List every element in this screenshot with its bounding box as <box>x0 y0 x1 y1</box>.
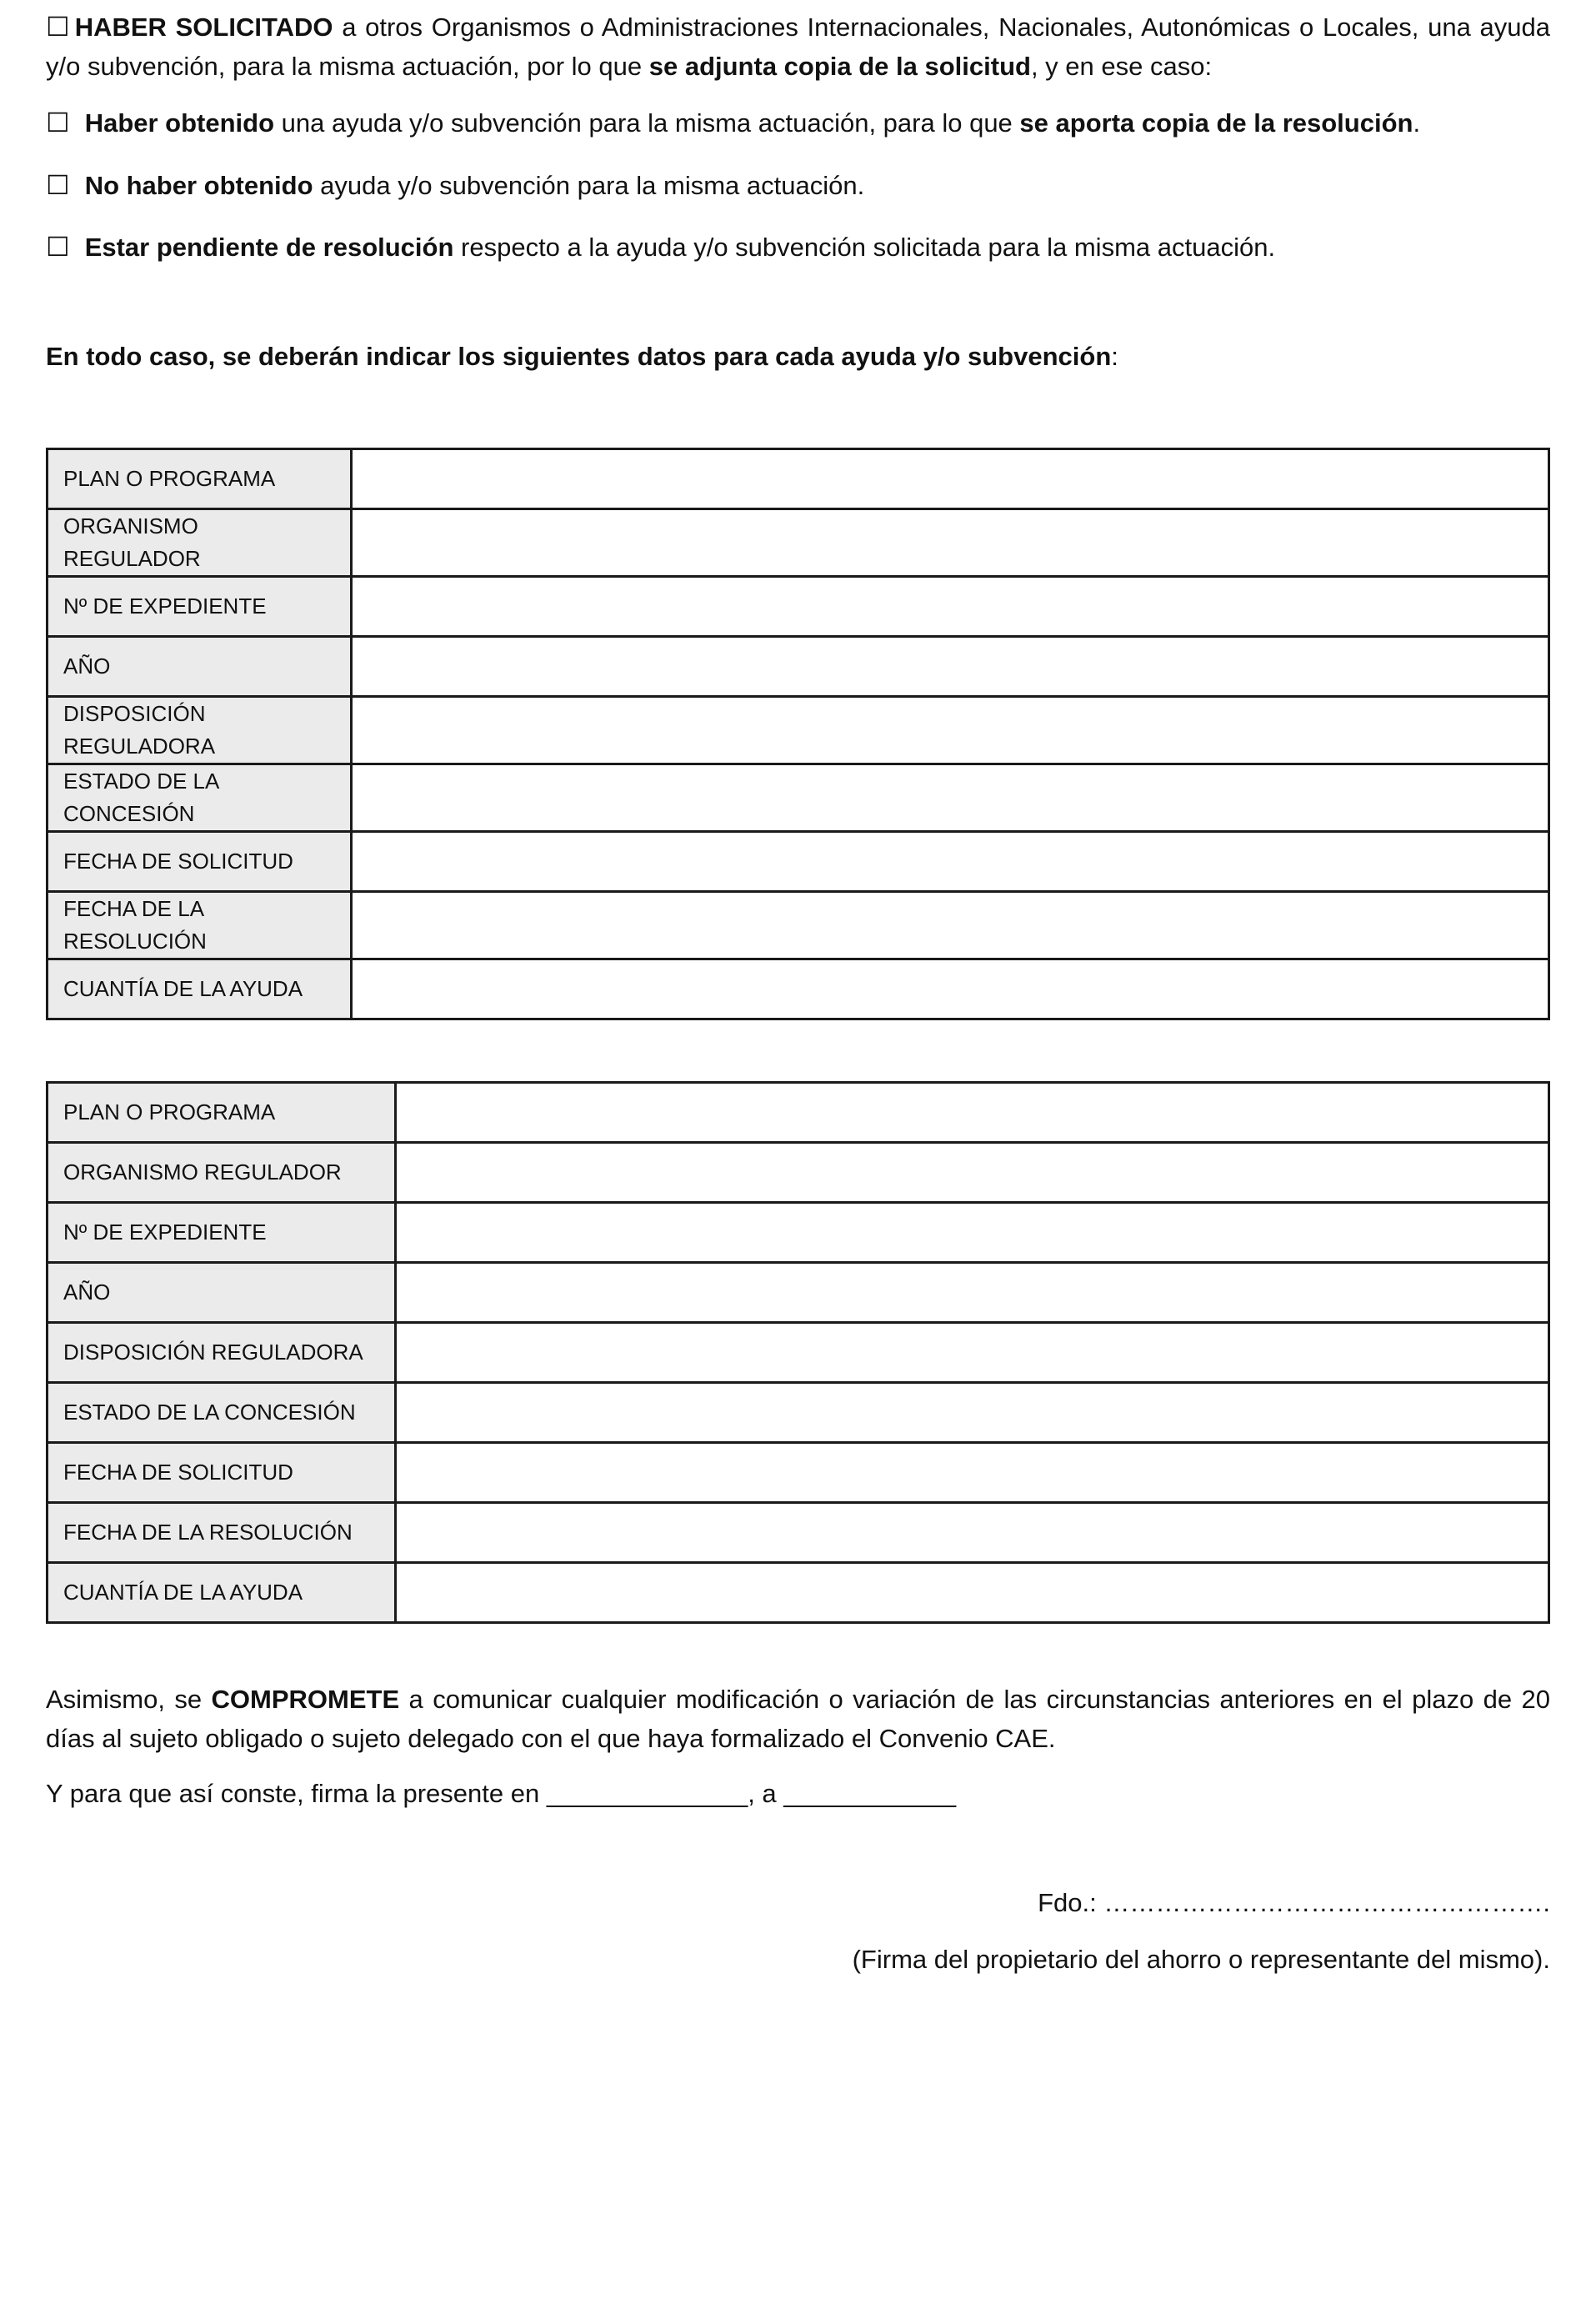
option-not-obtained <box>46 165 1550 206</box>
table-row <box>48 1083 1549 1143</box>
row-value-field[interactable] <box>352 764 1549 832</box>
table-row <box>48 764 1549 832</box>
table-row <box>48 1323 1549 1383</box>
signature-line: Fdo.: ……………………………………………. <box>1038 1887 1550 1917</box>
table-row <box>48 832 1549 892</box>
row-value-field[interactable] <box>352 577 1549 637</box>
option-pending <box>46 227 1550 268</box>
row-value-field[interactable] <box>396 1263 1549 1323</box>
row-label: PLAN O PROGRAMA <box>48 449 352 509</box>
table-row <box>48 1383 1549 1443</box>
table-row <box>48 577 1549 637</box>
row-label: FECHA DE SOLICITUD <box>48 1443 396 1503</box>
row-value-field[interactable] <box>396 1383 1549 1443</box>
table-row <box>48 1503 1549 1563</box>
row-value-field[interactable] <box>352 697 1549 764</box>
option-tail: . <box>1413 108 1421 138</box>
table-row <box>48 892 1549 959</box>
data-note <box>46 338 1550 377</box>
row-value-field[interactable] <box>352 509 1549 577</box>
intro-bold: se adjunta copia de la solicitud <box>648 51 1031 81</box>
note-bold: En todo caso, se deberán indicar los siguientes datos para cada ayuda y/o subvención <box>46 341 1112 371</box>
row-label: ESTADO DE LA CONCESIÓN <box>48 1383 396 1443</box>
checkbox-icon[interactable]: ☐ <box>46 107 70 138</box>
option-bold: Haber obtenido <box>84 108 275 138</box>
option-text: ayuda y/o subvención para la misma actuación. <box>313 170 865 200</box>
checkbox-icon[interactable]: ☐ <box>46 168 70 201</box>
row-value-field[interactable] <box>396 1143 1549 1203</box>
row-value-field[interactable] <box>396 1203 1549 1263</box>
commitment-paragraph <box>46 1680 1550 1758</box>
row-label: DISPOSICIÓN REGULADORA <box>48 1323 396 1383</box>
row-value-field[interactable] <box>352 892 1549 959</box>
row-label: FECHA DE SOLICITUD <box>48 832 352 892</box>
table-row <box>48 509 1549 577</box>
option-bold: No haber obtenido <box>84 170 313 200</box>
row-label: ORGANISMO REGULADOR <box>48 509 352 577</box>
signature-note: (Firma del propietario del ahorro o representante del mismo). <box>852 1945 1550 1974</box>
row-value-field[interactable] <box>396 1443 1549 1503</box>
option-bold2: se aporta copia de la resolución <box>1019 108 1413 138</box>
sign-place-line: Y para que así conste, firma la presente en ______________, a ____________ <box>46 1779 957 1808</box>
table-row <box>48 449 1549 509</box>
table-row <box>48 1263 1549 1323</box>
intro-lead: HABER SOLICITADO <box>74 13 333 42</box>
row-value-field[interactable] <box>396 1563 1549 1623</box>
checkbox-icon[interactable]: ☐ <box>46 231 70 263</box>
row-label: AÑO <box>48 1263 396 1323</box>
row-label: PLAN O PROGRAMA <box>48 1083 396 1143</box>
intro-text: a otros Organismos o Administraciones Internacionales, Nacionales, Autonómicas o Locales, una ayuda y/o subvención, para la misma actuación, por lo que <box>46 13 1550 81</box>
row-value-field[interactable] <box>396 1323 1549 1383</box>
row-label: CUANTÍA DE LA AYUDA <box>48 1563 396 1623</box>
row-value-field[interactable] <box>352 959 1549 1019</box>
row-label: Nº DE EXPEDIENTE <box>48 577 352 637</box>
table-row <box>48 697 1549 764</box>
row-value-field[interactable] <box>352 637 1549 697</box>
commit-post: a comunicar cualquier modificación o variación de las circunstancias anteriores en el plazo de 20 días al sujeto obligado o sujeto delegado con el que haya formalizado el Convenio CAE. <box>46 1685 1550 1753</box>
row-value-field[interactable] <box>352 832 1549 892</box>
table-row <box>48 1143 1549 1203</box>
grant-table-1 <box>46 448 1550 1020</box>
note-tail: : <box>1111 341 1118 371</box>
row-label: AÑO <box>48 637 352 697</box>
intro-paragraph <box>46 7 1550 86</box>
table-row <box>48 959 1549 1019</box>
row-label: FECHA DE LA RESOLUCIÓN <box>48 892 352 959</box>
option-bold: Estar pendiente de resolución <box>84 233 454 262</box>
row-label: ESTADO DE LA CONCESIÓN <box>48 764 352 832</box>
row-value-field[interactable] <box>396 1083 1549 1143</box>
commit-pre: Asimismo, se <box>46 1685 212 1714</box>
option-text: respecto a la ayuda y/o subvención solicitada para la misma actuación. <box>453 233 1276 262</box>
checkbox-icon[interactable]: ☐ <box>46 11 70 43</box>
option-text: una ayuda y/o subvención para la misma actuación, para lo que <box>274 108 1020 138</box>
row-label: Nº DE EXPEDIENTE <box>48 1203 396 1263</box>
row-value-field[interactable] <box>396 1503 1549 1563</box>
grant-table-2 <box>46 1081 1550 1624</box>
row-value-field[interactable] <box>352 449 1549 509</box>
row-label: ORGANISMO REGULADOR <box>48 1143 396 1203</box>
table-row <box>48 1203 1549 1263</box>
commit-bold: COMPROMETE <box>211 1685 400 1714</box>
table-row <box>48 1563 1549 1623</box>
row-label: CUANTÍA DE LA AYUDA <box>48 959 352 1019</box>
table-row <box>48 1443 1549 1503</box>
table-row <box>48 637 1549 697</box>
intro-tail: , y en ese caso: <box>1030 51 1213 81</box>
row-label: DISPOSICIÓN REGULADORA <box>48 697 352 764</box>
option-obtained <box>46 103 1550 143</box>
row-label: FECHA DE LA RESOLUCIÓN <box>48 1503 396 1563</box>
